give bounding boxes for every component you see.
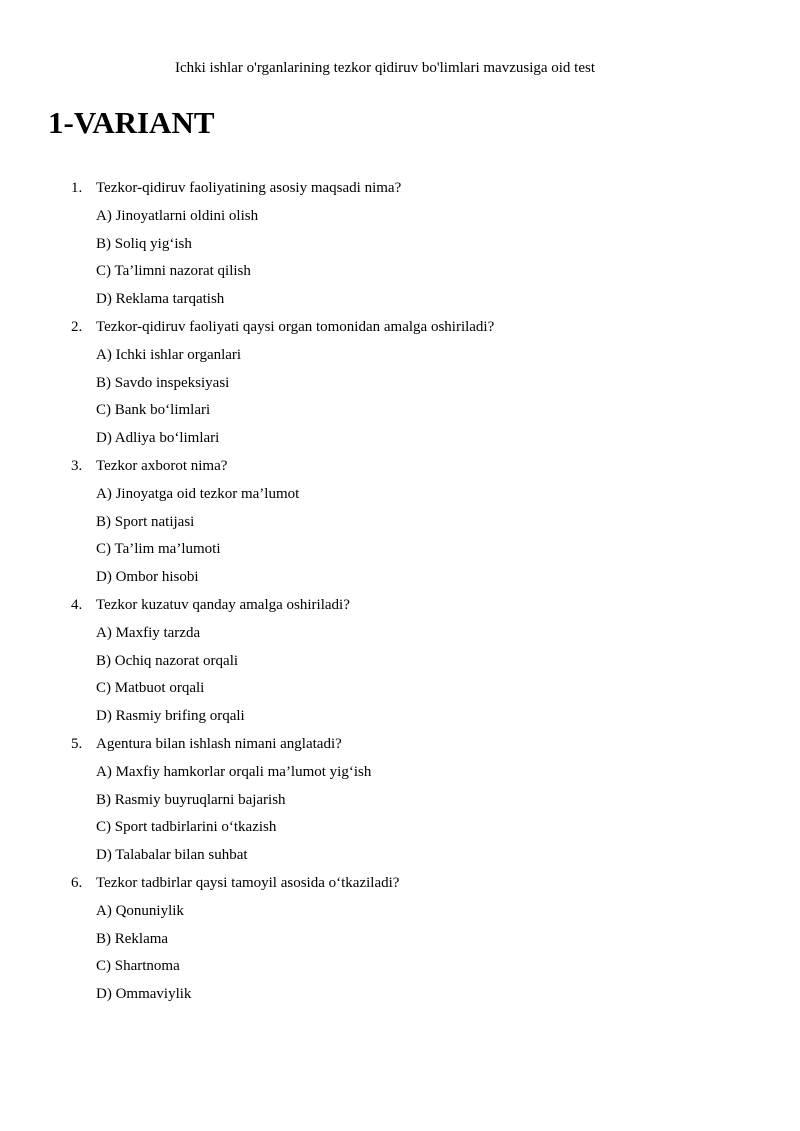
answer-option: [0, 371, 760, 399]
answer-option: [0, 232, 760, 260]
question-text: Tezkor axborot nima?: [96, 457, 228, 474]
answer-option-text: A) Ichki ishlar organlari: [96, 346, 242, 363]
question-number: 3.: [71, 457, 83, 474]
question-line: [0, 871, 760, 899]
answer-option-text: B) Rasmiy buyruqlarni bajarish: [96, 791, 286, 808]
answer-option-text: B) Sport natijasi: [96, 513, 195, 530]
answer-option: [0, 204, 760, 232]
answer-option-text: D) Ommaviylik: [96, 986, 192, 1003]
answer-option: [0, 426, 760, 454]
answer-option-text: C) Ta’lim ma’lumoti: [96, 541, 221, 558]
answer-option-text: C) Ta’limni nazorat qilish: [96, 263, 251, 280]
question-number: 6.: [71, 874, 83, 891]
answer-option-text: C) Bank bo‘limlari: [96, 402, 211, 419]
answer-option-text: B) Savdo inspeksiyasi: [96, 374, 230, 391]
question-line: [0, 454, 760, 482]
question-number: 1.: [71, 180, 83, 196]
answer-option-text: D) Adliya bo‘limlari: [96, 430, 220, 447]
answer-option: [0, 899, 760, 927]
question-line: [0, 176, 760, 204]
answer-option: [0, 510, 760, 538]
answer-options: [0, 204, 760, 315]
answer-option: [0, 788, 760, 816]
question-text: Tezkor tadbirlar qaysi tamoyil asosida o‘tkaziladi?: [96, 874, 400, 891]
answer-option: [0, 982, 760, 1010]
answer-option: [0, 815, 760, 843]
question-line: [0, 315, 760, 343]
answer-option: [0, 621, 760, 649]
answer-option: [0, 565, 760, 593]
answer-option: [0, 482, 760, 510]
question-item: [0, 871, 760, 1010]
question-text: Tezkor-qidiruv faoliyatining asosiy maqsadi nima?: [96, 180, 402, 196]
question-text: Tezkor kuzatuv qanday amalga oshiriladi?: [96, 596, 350, 613]
question-item: [0, 176, 760, 315]
answer-option: [0, 927, 760, 955]
answer-option: [0, 954, 760, 982]
question-item: [0, 732, 760, 871]
answer-options: [0, 343, 760, 454]
question-item: [0, 593, 760, 732]
answer-options: [0, 760, 760, 871]
answer-option: [0, 343, 760, 371]
answer-option-text: D) Ombor hisobi: [96, 569, 199, 586]
question-list: [0, 176, 760, 1010]
question-line: [0, 593, 760, 621]
question-line: [0, 732, 760, 760]
answer-option-text: C) Matbuot orqali: [96, 680, 205, 697]
answer-option: [0, 398, 760, 426]
answer-option-text: B) Soliq yig‘ish: [96, 235, 192, 252]
answer-option-text: D) Talabalar bilan suhbat: [96, 847, 248, 864]
answer-options: [0, 899, 760, 1010]
answer-option: [0, 287, 760, 315]
answer-option: [0, 537, 760, 565]
answer-option-text: C) Sport tadbirlarini o‘tkazish: [96, 819, 277, 836]
answer-option: [0, 676, 760, 704]
answer-option-text: B) Ochiq nazorat orqali: [96, 652, 239, 669]
answer-option-text: A) Qonuniylik: [96, 902, 184, 919]
answer-option-text: A) Jinoyatlarni oldini olish: [96, 207, 259, 224]
answer-option-text: A) Jinoyatga oid tezkor ma’lumot: [96, 485, 300, 502]
answer-option-text: A) Maxfiy hamkorlar orqali ma’lumot yig‘ish: [96, 763, 372, 780]
answer-option-text: A) Maxfiy tarzda: [96, 624, 201, 641]
variant-title: 1-VARIANT: [48, 105, 215, 140]
answer-option-text: D) Rasmiy brifing orqali: [96, 708, 245, 725]
answer-option: [0, 760, 760, 788]
answer-option-text: C) Shartnoma: [96, 958, 180, 975]
answer-option-text: B) Reklama: [96, 930, 169, 947]
answer-option: [0, 649, 760, 677]
answer-option: [0, 259, 760, 287]
document-header: Ichki ishlar o'rganlarining tezkor qidiruv bo'limlari mavzusiga oid test: [174, 60, 596, 76]
answer-option: [0, 843, 760, 871]
question-number: 2.: [71, 318, 83, 335]
answer-options: [0, 482, 760, 593]
question-number: 5.: [71, 735, 83, 752]
question-item: [0, 454, 760, 593]
question-text: Tezkor-qidiruv faoliyati qaysi organ tomonidan amalga oshiriladi?: [96, 318, 495, 335]
question-number: 4.: [71, 596, 83, 613]
answer-option-text: D) Reklama tarqatish: [96, 291, 225, 308]
question-item: [0, 315, 760, 454]
question-text: Agentura bilan ishlash nimani anglatadi?: [96, 735, 342, 752]
answer-option: [0, 704, 760, 732]
answer-options: [0, 621, 760, 732]
